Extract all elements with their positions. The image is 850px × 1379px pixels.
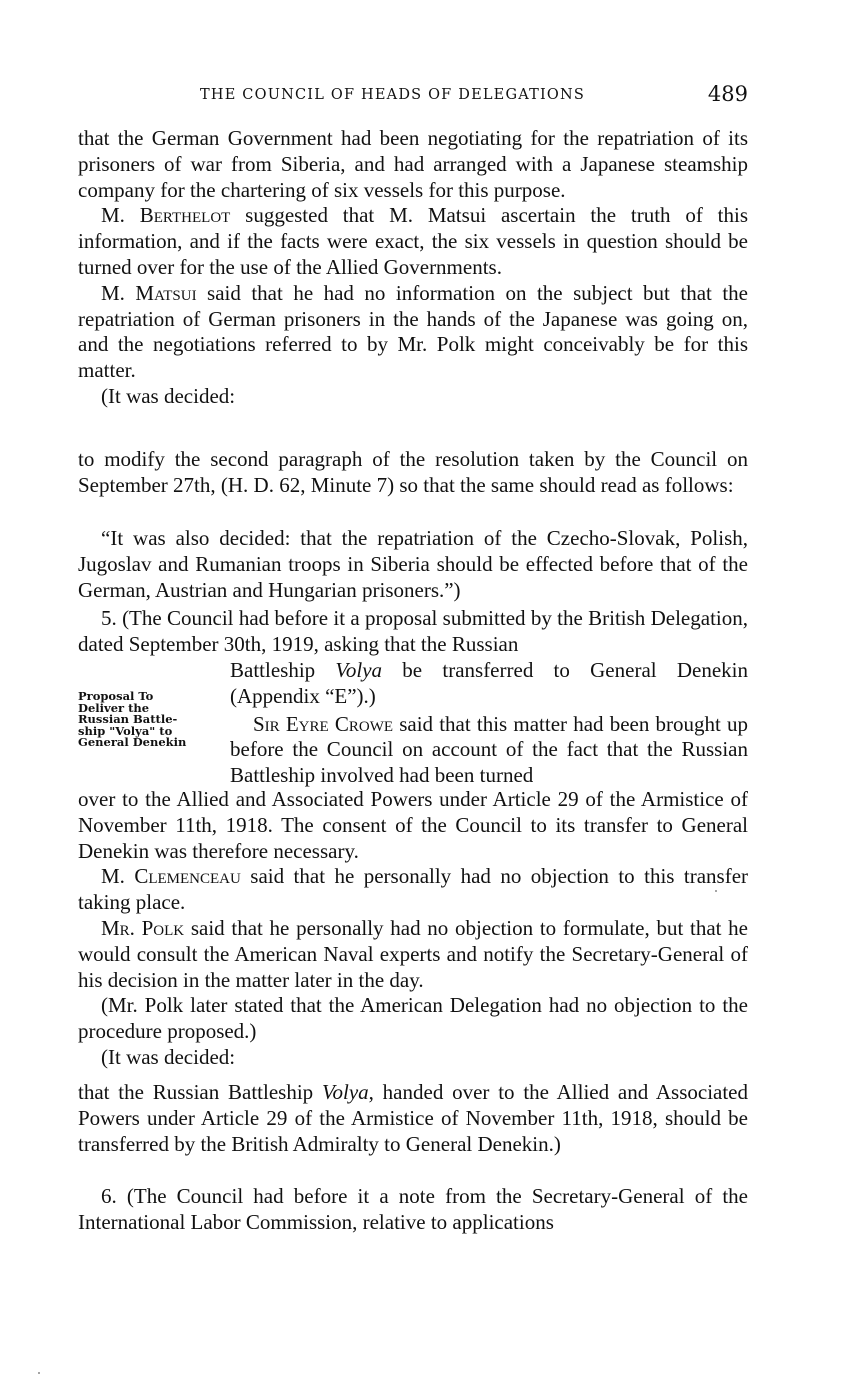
paragraph-text: said that this matter had been brought up before the Council on account of the fact that the Russian Battleship involved had been turned xyxy=(230,711,749,788)
text-block-bottom xyxy=(78,787,748,1071)
ink-speck xyxy=(38,1372,40,1374)
page-header xyxy=(200,82,748,112)
speaker-name: Mr. Polk xyxy=(101,915,185,940)
item-5-narrow-text xyxy=(230,658,748,789)
paragraph-text: said that he personally had no objection to this transfer taking place. xyxy=(78,864,749,915)
speaker-name: M. Berthelot xyxy=(101,203,231,228)
margin-note-line: Deliver the xyxy=(78,700,150,715)
paragraph-text: said that he personally had no objection to formulate, but that he would consult the American Naval experts and notify the Secretary-General of his decision in the matter later in the day. xyxy=(78,915,748,992)
margin-note-line: ship "Volya" to xyxy=(78,723,173,738)
paragraph-text: Battleship xyxy=(230,658,336,682)
page-number: 489 xyxy=(707,82,748,106)
paragraph: over to the Allied and Associated Powers under Article 29 of the Armistice of November 11th, 1918. The consent of the Council to its transfer to General Denekin was therefore necessary. xyxy=(78,787,748,863)
text-block-top xyxy=(78,126,748,410)
resolution-block xyxy=(78,447,748,499)
speaker-name: M. Matsui xyxy=(101,280,197,305)
paragraph-text: suggested that M. Matsui ascertain the truth of this information, and if the facts were exact, the six vessels in question should be turned over for the use of the Allied Governments. xyxy=(78,203,748,279)
paragraph xyxy=(78,281,748,384)
paragraph xyxy=(78,1080,748,1157)
speaker-name: M. Clemenceau xyxy=(101,864,241,889)
paragraph: to modify the second paragraph of the resolution taken by the Council on September 27th, (H. D. 62, Minute 7) so that the same should read as follows: xyxy=(78,447,748,497)
item-6-intro xyxy=(78,1184,748,1236)
ship-name: Volya xyxy=(335,658,383,682)
paragraph: 5. (The Council had before it a proposal submitted by the British Delegation, dated September 30th, 1919, asking that the Russian xyxy=(78,606,748,656)
paragraph: “It was also decided: that the repatriation of the Czecho-Slovak, Polish, Jugoslav and Rumanian troops in Siberia should be effected before that of the German, Austrian and Hungarian prisoners.”) xyxy=(78,526,748,602)
paragraph-text: , handed over to the Allied and Associated Powers under Article 29 of the Armistice of November 11th, 1918, should be transferred by the British Admiralty to General Denekin.) xyxy=(78,1080,748,1156)
margin-note-line: Proposal To xyxy=(78,689,154,703)
paragraph: (It was decided: xyxy=(101,383,236,408)
paragraph-text: be transferred to General Denekin (Appendix “E”).) xyxy=(230,658,748,708)
paragraph: 6. (The Council had before it a note from the Secretary-General of the International Labor Commission, relative to applications xyxy=(78,1184,748,1234)
paragraph: that the German Government had been negotiating for the repatriation of its prisoners of war from Siberia, and had arranged with a Japanese steamship company for the chartering of six vessels for this purpose. xyxy=(78,126,748,202)
paragraph: (Mr. Polk later stated that the American Delegation had no objection to the procedure proposed.) xyxy=(78,993,748,1044)
quotation-block xyxy=(78,526,748,603)
margin-note-line: Russian Battle- xyxy=(78,712,178,726)
speaker-name: Sir Eyre Crowe xyxy=(253,711,394,736)
paragraph xyxy=(230,712,748,789)
paragraph: (It was decided: xyxy=(101,1044,236,1069)
paragraph xyxy=(78,864,748,916)
paragraph xyxy=(78,916,748,993)
paragraph xyxy=(78,203,748,280)
resolution-block-2 xyxy=(78,1080,748,1157)
item-5-intro xyxy=(78,606,748,658)
margin-note xyxy=(78,691,218,749)
paragraph xyxy=(230,658,748,710)
paragraph-text: that the Russian Battleship xyxy=(78,1080,322,1104)
running-head: THE COUNCIL OF HEADS OF DELEGATIONS xyxy=(200,87,586,103)
paragraph-text: said that he had no information on the subject but that the repatriation of German prisoners in the hands of the Japanese was going on, and the negotiations referred to by Mr. Polk might conceivably be for this matter. xyxy=(78,280,748,383)
margin-note-line: General Denekin xyxy=(78,735,187,749)
ship-name: Volya xyxy=(321,1080,369,1104)
ink-speck xyxy=(715,890,717,892)
